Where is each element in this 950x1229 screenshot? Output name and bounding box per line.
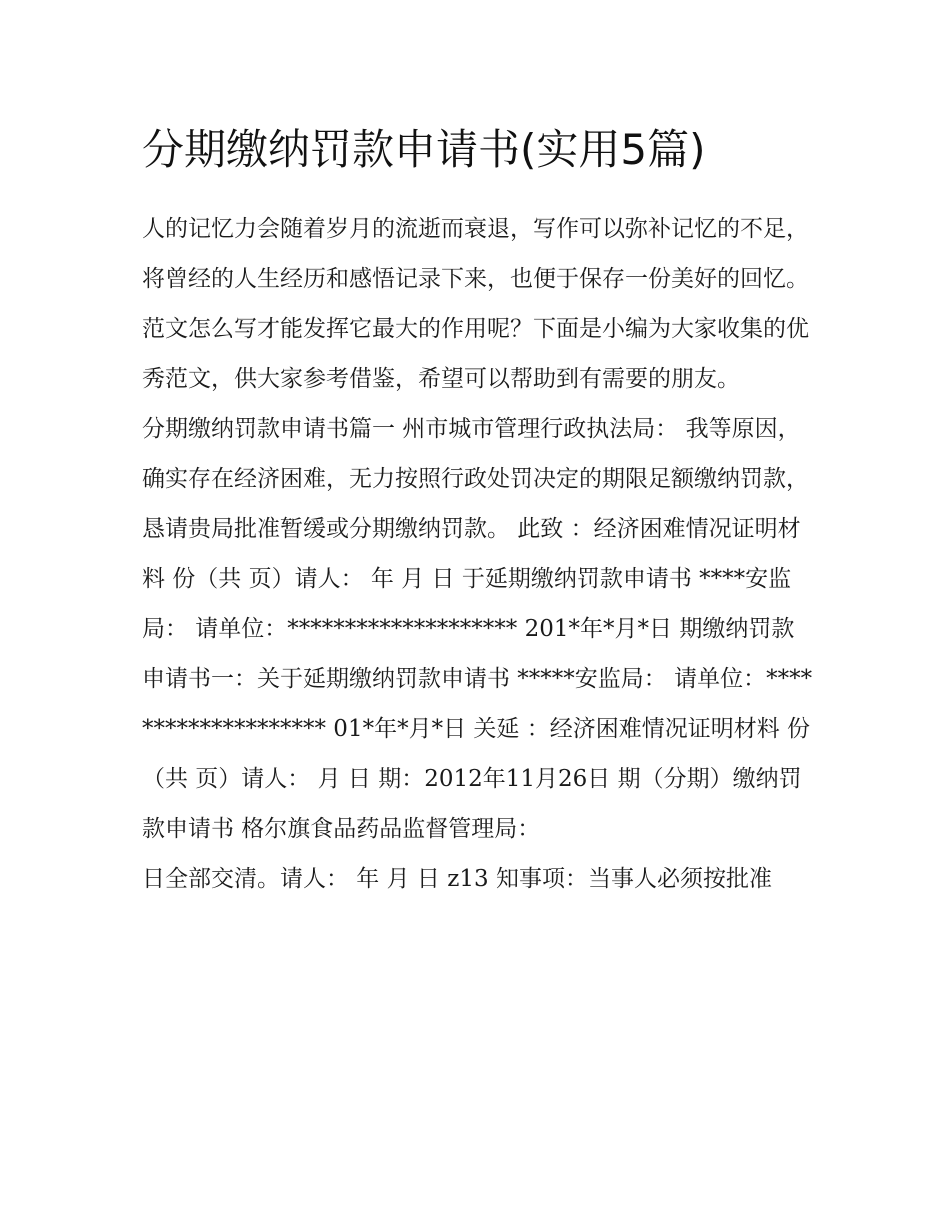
- body-paragraph: 日全部交清。请人： 年 月 日 z13 知事项：当事人必须按批准: [142, 866, 772, 892]
- body-paragraph: 分期缴纳罚款申请书篇一 州市城市管理行政执法局： 我等原因，确实存在经济困难，无力按照行政处罚决定的期限足额缴纳罚款，恳请贵局批准暂缓或分期缴纳罚款。 此致 ：经济困难情况证明材料 份（共 页）请人： 年 月 日 于延期缴纳罚款申请书 ****安监局： 请单位：******************** 201*年*月*日 期缴纳罚款申请书一：关于延期缴纳罚款申请书 *****安监局： 请单位：******************** 01*年*月*日 关延 ：经济困难情况证明材料 份（共 页）请人： 月 日 期：2012年11月26日 期（分期）缴纳罚款申请书 格尔旗食品药品监督管理局：: [142, 416, 813, 842]
- document-title: 分期缴纳罚款申请书(实用5篇): [142, 125, 706, 174]
- intro-paragraph: 人的记忆力会随着岁月的流逝而衰退，写作可以弥补记忆的不足，将曾经的人生经历和感悟记录下来，也便于保存一份美好的回忆。范文怎么写才能发挥它最大的作用呢？下面是小编为大家收集的优秀范文，供大家参考借鉴，希望可以帮助到有需要的朋友。: [142, 216, 809, 392]
- document-body: [142, 204, 817, 904]
- document-page: [142, 112, 817, 904]
